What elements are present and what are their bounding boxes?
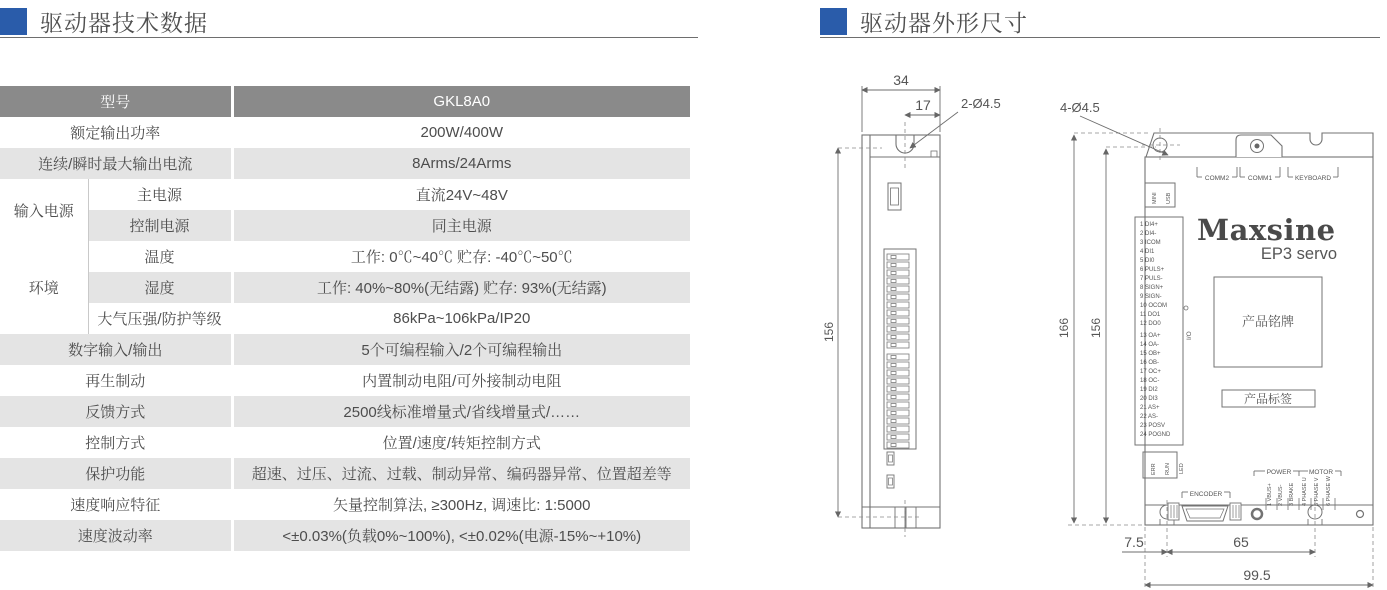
io-pin: 21 AS+ xyxy=(1140,405,1160,411)
right-section-title xyxy=(820,6,1028,36)
row-label: 湿度 xyxy=(88,272,232,303)
usb-label: USB xyxy=(1166,192,1172,204)
row-label: 温度 xyxy=(88,241,232,272)
led-run-label: RUN xyxy=(1165,463,1171,475)
table-row xyxy=(0,396,690,427)
row-value: 工作: 0℃~40℃ 贮存: -40℃~50℃ xyxy=(232,241,690,272)
row-label: 速度波动率 xyxy=(0,520,232,551)
front-view-drawing xyxy=(1057,100,1373,590)
motor-pin: 6 PHASE W xyxy=(1326,476,1332,506)
row-value: 内置制动电阻/可外接制动电阻 xyxy=(232,365,690,396)
io-pin: 12 DO0 xyxy=(1140,321,1161,327)
side-dim-width: 34 xyxy=(893,72,909,88)
row-value: 86kPa~106kPa/IP20 xyxy=(232,303,690,334)
led-group-label: LED xyxy=(1179,463,1185,474)
io-pin: 9 SIGN- xyxy=(1140,294,1162,300)
io-pin: 16 OB- xyxy=(1140,360,1160,366)
front-dim-height-overall: 166 xyxy=(1057,317,1071,339)
row-value: 5个可编程输入/2个可编程输出 xyxy=(232,334,690,365)
blue-square-icon xyxy=(0,8,27,35)
row-label: 型号 xyxy=(0,86,232,117)
io-pin: 10 OCOM xyxy=(1140,303,1168,309)
row-value: GKL8A0 xyxy=(232,86,690,117)
row-value: 工作: 40%~80%(无结露) 贮存: 93%(无结露) xyxy=(232,272,690,303)
table-row xyxy=(0,489,690,520)
row-label: 额定输出功率 xyxy=(0,117,232,148)
model-label: EP3 servo xyxy=(1260,245,1337,263)
side-dim-hole-offset: 17 xyxy=(915,97,931,113)
power-connector-label: POWER xyxy=(1266,469,1292,476)
front-dim-edge-to-hole: 7.5 xyxy=(1124,534,1144,550)
io-pin: 4 DI1 xyxy=(1140,249,1155,255)
power-pin: 2 VBUS- xyxy=(1278,484,1284,506)
left-title-rule xyxy=(0,37,698,38)
right-title-text: 驱动器外形尺寸 xyxy=(860,9,1028,36)
left-section-title xyxy=(0,6,208,36)
row-label: 数字输入/输出 xyxy=(0,334,232,365)
motor-pin: 4 PHASE U xyxy=(1302,477,1308,506)
row-group-label: 输入电源 xyxy=(0,179,88,241)
table-row xyxy=(0,117,690,148)
io-pin: 5 DI0 xyxy=(1140,258,1155,264)
io-pin: 24 POGND xyxy=(1140,432,1171,438)
row-label: 控制电源 xyxy=(88,210,232,241)
table-row xyxy=(0,303,690,334)
io-connector-label: I/O xyxy=(1186,331,1193,340)
spec-table xyxy=(0,86,690,551)
motor-connector-label: MOTOR xyxy=(1308,469,1334,476)
side-dim-height: 156 xyxy=(822,321,836,343)
left-title-text: 驱动器技术数据 xyxy=(40,9,208,36)
dimension-drawings xyxy=(820,60,1387,590)
row-label: 大气压强/防护等级 xyxy=(88,303,232,334)
row-value: 同主电源 xyxy=(232,210,690,241)
brand-logo: Maxsine xyxy=(1197,213,1336,247)
side-view-drawing xyxy=(822,72,1001,537)
front-dim-height-body: 156 xyxy=(1089,317,1103,339)
io-pin: 8 SIGN+ xyxy=(1140,285,1164,291)
io-pin: 15 OB+ xyxy=(1140,351,1161,357)
side-dim-holes: 2-Ø4.5 xyxy=(961,96,1001,111)
led-err-label: ERR xyxy=(1151,463,1157,475)
io-pin: 1 DI4+ xyxy=(1140,222,1158,228)
power-pin: 1 VBUS+ xyxy=(1267,483,1273,506)
io-pin: 20 DI3 xyxy=(1140,396,1158,402)
io-pin: 13 OA+ xyxy=(1140,333,1161,339)
io-pin: 3 ICOM xyxy=(1140,240,1161,246)
row-label: 主电源 xyxy=(88,179,232,210)
io-pin: 19 DI2 xyxy=(1140,387,1158,393)
io-pin: 11 DO1 xyxy=(1140,312,1161,318)
blue-square-icon xyxy=(820,8,847,35)
table-row xyxy=(0,365,690,396)
io-pin: 6 PULS+ xyxy=(1140,267,1165,273)
table-row xyxy=(0,272,690,303)
row-label: 控制方式 xyxy=(0,427,232,458)
row-value: 200W/400W xyxy=(232,117,690,148)
io-pin: 14 OA- xyxy=(1140,342,1160,348)
row-value: 8Arms/24Arms xyxy=(232,148,690,179)
row-label: 再生制动 xyxy=(0,365,232,396)
row-label: 连续/瞬时最大输出电流 xyxy=(0,148,232,179)
table-row xyxy=(0,427,690,458)
row-value: 超速、过压、过流、过载、制动异常、编码器异常、位置超差等 xyxy=(232,458,690,489)
keyboard-connector-label: KEYBOARD xyxy=(1294,175,1332,182)
encoder-connector-label: ENCODER xyxy=(1189,491,1223,498)
table-row xyxy=(0,210,690,241)
io-pin: 18 OC- xyxy=(1140,378,1160,384)
power-pin: 3 BRAKE xyxy=(1289,482,1295,506)
motor-pin: 5 PHASE V xyxy=(1314,477,1320,506)
comm2-connector-label: COMM2 xyxy=(1204,175,1230,182)
table-row xyxy=(0,458,690,489)
io-pin: 17 OC+ xyxy=(1140,369,1161,375)
io-pin: 23 POSV xyxy=(1140,423,1166,429)
row-value: 2500线标准增量式/省线增量式/…… xyxy=(232,396,690,427)
front-dim-width-overall: 99.5 xyxy=(1243,567,1271,583)
usb-mini-label: MINI xyxy=(1152,192,1158,204)
table-row xyxy=(0,520,690,551)
row-value: 直流24V~48V xyxy=(232,179,690,210)
table-row xyxy=(0,179,690,210)
io-pin: 7 PULS- xyxy=(1140,276,1163,282)
row-label: 保护功能 xyxy=(0,458,232,489)
io-pin: 22 AS- xyxy=(1140,414,1159,420)
row-value: 位置/速度/转矩控制方式 xyxy=(232,427,690,458)
nameplate-label: 产品铭牌 xyxy=(1241,314,1295,329)
row-value: <±0.03%(负载0%~100%), <±0.02%(电源-15%~+10%) xyxy=(232,520,690,551)
row-value: 矢量控制算法, ≥300Hz, 调速比: 1:5000 xyxy=(232,489,690,520)
right-title-rule xyxy=(820,37,1380,38)
table-row xyxy=(0,148,690,179)
row-group-label: 环境 xyxy=(0,241,88,334)
table-row xyxy=(0,334,690,365)
front-dim-holes: 4-Ø4.5 xyxy=(1060,100,1100,115)
table-row xyxy=(0,86,690,117)
table-row xyxy=(0,241,690,272)
row-label: 反馈方式 xyxy=(0,396,232,427)
row-label: 速度响应特征 xyxy=(0,489,232,520)
io-pin: 2 DI4- xyxy=(1140,231,1157,237)
comm1-connector-label: COMM1 xyxy=(1247,175,1273,182)
front-dim-hole-span: 65 xyxy=(1233,534,1249,550)
product-label: 产品标签 xyxy=(1243,392,1293,406)
